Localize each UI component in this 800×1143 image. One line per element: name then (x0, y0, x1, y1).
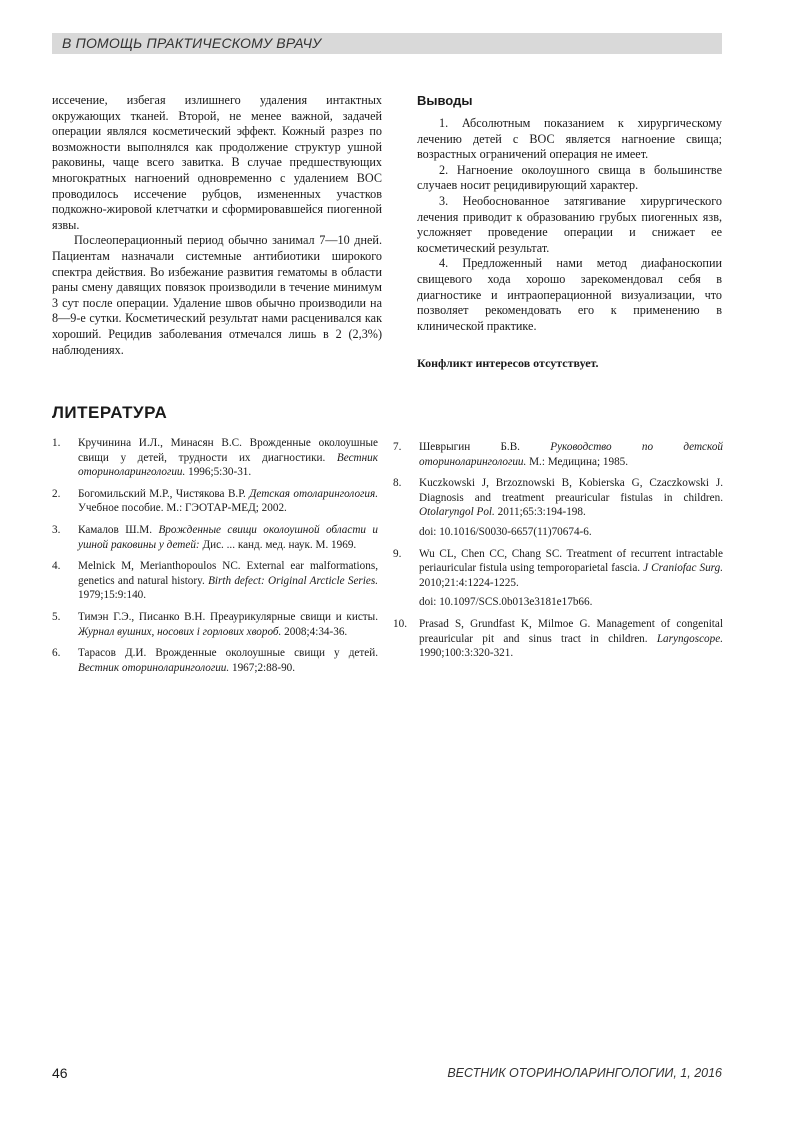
reference-list-left (52, 436, 378, 682)
reference-details: 2010;21:4:1224-1225. (419, 576, 519, 589)
reference-source: Руководство по детской оториноларингологии. (419, 441, 724, 468)
conclusions-section (417, 93, 722, 371)
reference-details: 1979;15:9:140. (78, 589, 147, 602)
reference-details: Дис. ... канд. мед. наук. М. 1969. (199, 538, 357, 551)
reference-text: Камалов Ш.М. (78, 523, 159, 536)
reference-source: Laryngoscope. (656, 632, 723, 645)
section-header-band (52, 33, 722, 54)
reference-number: 3. (52, 523, 61, 536)
page-number: 46 (52, 1065, 68, 1081)
reference-item (52, 610, 378, 639)
conclusion-item: 3. Необоснованное затягивание хирургического лечения приводит к образованию грубых пиогенных язв, усложняет проведение операции и снижает ее косметический результат. (417, 193, 722, 255)
reference-list-right (393, 440, 723, 668)
reference-number: 8. (393, 477, 402, 490)
reference-item (393, 547, 723, 610)
reference-text: Kuczkowski J, Brzoznowski B, Kobierska G, Czaczkowski J. Diagnosis and treatment preauricular fistulas in children. (419, 477, 723, 504)
reference-details: 2008;4:34-36. (281, 625, 348, 638)
reference-text: Prasad S, Grundfast K, Milmoe G. Management of congenital preauricular pit and sinus tract in children. (419, 617, 723, 645)
left-text-column (52, 93, 382, 358)
reference-number: 1. (52, 437, 61, 449)
reference-item (52, 436, 378, 480)
conclusion-item: 1. Абсолютным показанием к хирургическому лечению детей с ВОС является нагноение свища; возрастных ограничений операция не имеет. (417, 116, 722, 162)
reference-details: Учебное пособие. М.: ГЭОТАР-МЕД; 2002. (78, 502, 287, 515)
reference-source: Журнал вушних, носових і горлових хвороб. (78, 625, 282, 638)
reference-number: 5. (52, 610, 61, 623)
body-paragraph: иссечение, избегая излишнего удаления интактных окружающих тканей. Второй, не менее важной, задачей операции являлся косметический эффект. Кожный разрез по возможности выполнялся как продолжение структур ушной раковины, чаще всего завитка. В случае предшествующих многократных нагноений одновременно с удалением ВОС проводилось иссечение рубцов, измененных участков подкожно-жировой клетчатки и сформировавшейся пиогенной язвы. (52, 93, 382, 232)
reference-number: 9. (393, 547, 402, 560)
reference-item (52, 487, 378, 516)
reference-number: 2. (52, 487, 61, 500)
reference-item (393, 476, 723, 539)
journal-footer: ВЕСТНИК ОТОРИНОЛАРИНГОЛОГИИ, 1, 2016 (447, 1066, 722, 1080)
reference-source: Врожденные свищи околоушной области и ушной раковины у детей: (78, 523, 379, 551)
reference-source: Otolaryngol Pol. (419, 506, 495, 519)
reference-item (393, 440, 723, 469)
conclusions-heading: Выводы (417, 93, 473, 108)
reference-source: Вестник оториноларингологии. (78, 451, 378, 479)
reference-number: 10. (393, 617, 407, 630)
reference-source: Вестник оториноларингологии. (78, 661, 230, 674)
reference-item (393, 617, 723, 661)
reference-source: J Craniofac Surg. (643, 562, 724, 575)
reference-source: Детская отоларингология. (249, 487, 379, 500)
reference-text: Шеврыгин Б.В. (419, 441, 551, 453)
reference-text: Melnick M, Merianthopoulos NC. External ear malformations, genetics and natural history. (78, 560, 378, 587)
body-paragraph: Послеоперационный период обычно занимал 7—10 дней. Пациентам назначали системные антибиотики широкого спектра действия. Во избежание развития гематомы в области раны смену давящих повязок производили в течение минимум 3 сут после операции. Удаление швов обычно производили на 8—9-е сутки. Косметический результат нами расценивался как хороший. Рецидив заболевания отмечался лишь в 2 (2,3%) наблюдениях. (52, 233, 382, 357)
reference-details: 2011;65:3:194-198. (494, 506, 586, 519)
reference-doi: doi: 10.1097/SCS.0b013e3181e17b66. (419, 596, 593, 609)
reference-text: Кручинина И.Л., Минасян В.С. Врожденные околоушные свищи у детей, трудности их диагностики. (78, 437, 378, 464)
reference-text: Богомильский М.Р., Чистякова В.Р. (78, 487, 250, 500)
reference-details: М.: Медицина; 1985. (526, 455, 629, 468)
conclusion-item: 2. Нагноение околоушного свища в большинстве случаев носит рецидивирующий характер. (417, 162, 722, 193)
literature-heading: ЛИТЕРАТУРА (52, 403, 168, 422)
reference-text: Тимэн Г.Э., Писанко В.Н. Преаурикулярные свищи и кисты. (78, 610, 378, 623)
reference-number: 7. (393, 441, 402, 453)
reference-number: 4. (52, 560, 61, 573)
reference-details: 1996;5:30-31. (185, 466, 252, 479)
conclusion-item: 4. Предложенный нами метод диафаноскопии свищевого хода хорошо зарекомендовал себя в диагностике и интраоперационной визуализации, что позволяет рекомендовать его к применению в клинической практике. (417, 256, 722, 333)
reference-text: Тарасов Д.И. Врожденные околоушные свищи у детей. (78, 647, 378, 660)
reference-text: Wu CL, Chen CC, Chang SC. Treatment of recurrent intractable periauricular fistula using temporoparietal fascia. (419, 547, 723, 575)
conflict-of-interest: Конфликт интересов отсутствует. (417, 356, 599, 371)
reference-details: 1967;2:88-90. (229, 661, 296, 674)
reference-item (52, 559, 378, 603)
reference-item (52, 523, 378, 552)
reference-details: 1990;100:3:320-321. (419, 647, 514, 660)
reference-doi: doi: 10.1016/S0030-6657(11)70674-6. (419, 525, 592, 538)
reference-number: 6. (52, 647, 61, 660)
reference-item (52, 646, 378, 675)
reference-source: Birth defect: Original Arcticle Series. (208, 574, 378, 587)
section-title: В ПОМОЩЬ ПРАКТИЧЕСКОМУ ВРАЧУ (62, 35, 322, 51)
